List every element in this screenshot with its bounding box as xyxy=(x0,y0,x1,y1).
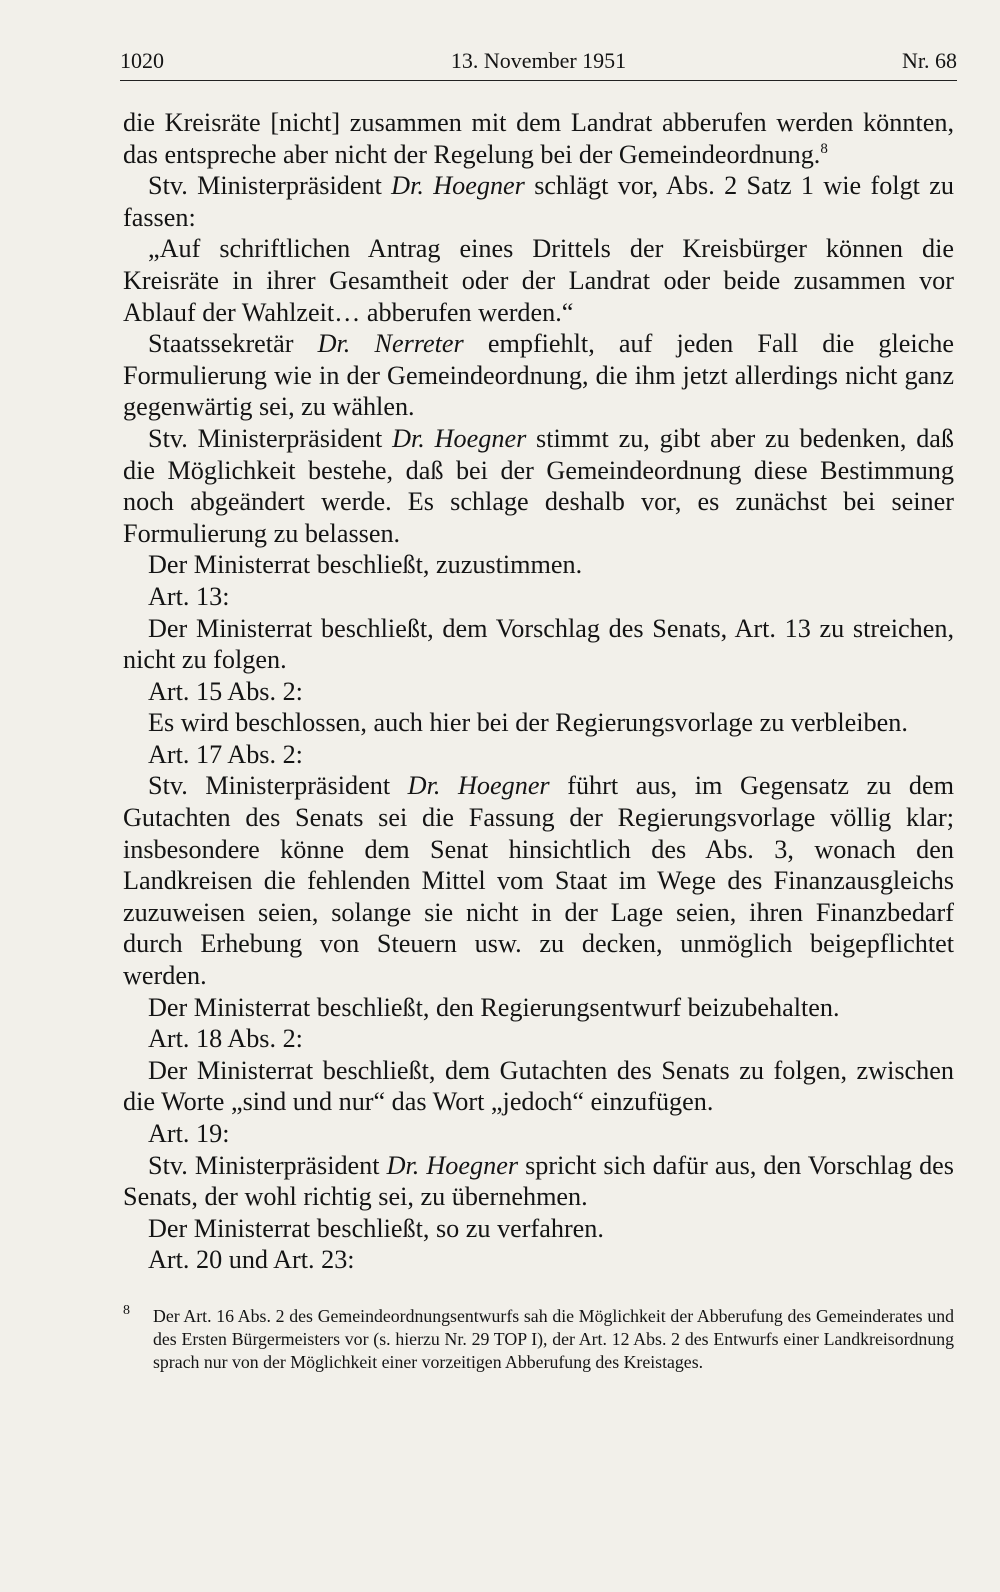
resolution: Der Ministerrat beschließt, zuzustimmen. xyxy=(148,550,583,580)
article-heading: Art. 17 Abs. 2: xyxy=(148,739,303,769)
resolution: Der Ministerrat beschließt, den Regierungsentwurf beizubehalten. xyxy=(148,992,840,1022)
resolution: Der Ministerrat beschließt, so zu verfahren. xyxy=(148,1213,604,1243)
header-date: 13. November 1951 xyxy=(450,48,627,73)
speaker-name: Dr. Hoegner xyxy=(391,171,525,201)
paragraph: Stv. Ministerpräsident Dr. Hoegner schlägt vor, Abs. 2 Satz 1 wie folgt zu fassen: xyxy=(123,171,954,232)
resolution: Es wird beschlossen, auch hier bei der Regierungsvorlage zu verbleiben. xyxy=(148,708,908,738)
footnote xyxy=(123,1305,954,1374)
article-heading: Art. 18 Abs. 2: xyxy=(148,1024,303,1054)
paragraph: Staatssekretär Dr. Nerreter empfiehlt, auf jeden Fall die gleiche Formulierung wie in der Gemeindeordnung, die ihm jetzt allerdings nicht ganz gegenwärtig sei, zu wählen. xyxy=(123,329,954,422)
article-heading: Art. 13: xyxy=(148,581,230,611)
footnote-mark: 8 xyxy=(123,1303,130,1318)
main-text xyxy=(123,107,954,1276)
quotation: „Auf schriftlichen Antrag eines Drittels der Kreisbürger können die Kreisräte in ihrer Gesamtheit oder der Landrat oder beide zusammen vor Ablauf der Wahlzeit… abberufen werden.“ xyxy=(123,234,954,327)
paragraph: Stv. Ministerpräsident Dr. Hoegner spricht sich dafür aus, den Vorschlag des Senats, der wohl richtig sei, zu übernehmen. xyxy=(123,1150,954,1212)
speaker-name: Dr. Hoegner xyxy=(386,1150,519,1180)
running-header xyxy=(120,46,957,76)
header-rule xyxy=(120,80,957,81)
article-heading: Art. 15 Abs. 2: xyxy=(148,676,303,706)
paragraph: Stv. Ministerpräsident Dr. Hoegner führt aus, im Gegensatz zu dem Gutachten des Senats sei die Fassung der Regierungsvorlage völlig klar; insbesondere könne dem Senat hinsichtlich des Abs. 3, wonach den Landkreisen die fehlenden Mittel vom Staat im Wege des Finanzausgleichs zuzuweisen seien, solange sie nicht in der Lage seien, ihren Finanzbedarf durch Erhebung von Steuern usw. zu decken, unmöglich beigepflichtet werden. xyxy=(123,771,954,991)
article-heading: Art. 20 und Art. 23: xyxy=(148,1245,355,1275)
footnote-ref[interactable]: 8 xyxy=(820,140,828,157)
footnote-text: Der Art. 16 Abs. 2 des Gemeindeordnungsentwurfs sah die Möglichkeit der Abberufung des Gemeinderates und des Ersten Bürgermeisters vor (s. hierzu Nr. 29 TOP I), der Art. 12 Abs. 2 des Entwurfs einer Landkreisordnung sprach nur von der Möglichkeit einer vorzeitigen Abberufung des Kreistages. xyxy=(153,1306,954,1372)
issue-number: Nr. 68 xyxy=(902,48,957,73)
paragraph: die Kreisräte [nicht] zusammen mit dem Landrat abberufen werden könnten, das entspreche aber nicht der Regelung bei der Gemeindeordnung.$^8$ xyxy=(123,108,954,169)
speaker-name: Dr. Hoegner xyxy=(407,771,550,801)
page-number: 1020 xyxy=(120,48,164,73)
resolution: Der Ministerrat beschließt, dem Vorschlag des Senats, Art. 13 zu streichen, nicht zu folgen. xyxy=(123,613,954,675)
speaker-name: Dr. Nerreter xyxy=(317,329,464,359)
paragraph: Stv. Ministerpräsident Dr. Hoegner stimmt zu, gibt aber zu bedenken, daß die Möglichkeit bestehe, daß bei der Gemeindeordnung diese Bestimmung noch abgeändert werde. Es schlage deshalb vor, es zunächst bei seiner Formulierung zu belassen. xyxy=(123,423,955,548)
article-heading: Art. 19: xyxy=(148,1119,230,1148)
resolution: Der Ministerrat beschließt, dem Gutachten des Senats zu folgen, zwischen die Worte „sind und nur“ das Wort „jedoch“ einzufügen. xyxy=(123,1055,954,1117)
speaker-name: Dr. Hoegner xyxy=(392,423,527,453)
